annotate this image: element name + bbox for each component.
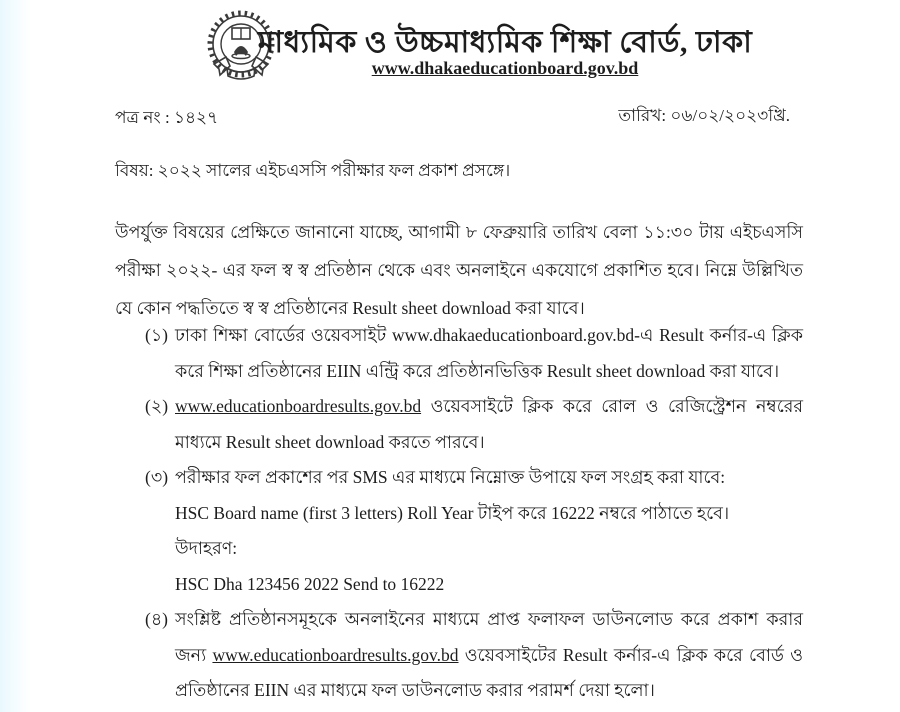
org-title: মাধ্যমিক ও উচ্চমাধ্যমিক শিক্ষা বোর্ড, ঢাকা (257, 26, 753, 59)
item-2-text: ওয়েবসাইটে ক্লিক করে রোল ও রেজিস্ট্রেশন নম্বরের মাধ্যমে Result sheet download করতে পারবে। (175, 396, 803, 452)
item-4-post-text: ওয়েবসাইটের Result কর্নার-এ ক্লিক করে বোর্ড ও প্রতিষ্ঠানের EIIN এর মাধ্যমে ফল ডাউনলোড করার পরামর্শ দেয়া হলো। (175, 644, 803, 700)
instruction-list (145, 318, 803, 709)
item-2-url: www.educationboardresults.gov.bd (175, 396, 422, 416)
letter-date: তারিখ: ০৬/০২/২০২৩খ্রি. (618, 106, 790, 125)
item-4-pre-text: সংশ্লিষ্ট প্রতিষ্ঠানসমূহকে অনলাইনের মাধ্যমে প্রাপ্ত ফলাফল ডাউনলোড করে প্রকাশ করার জন্য (175, 609, 803, 665)
subject-line: বিষয়: ২০২২ সালের এইচএসসি পরীক্ষার ফল প্রকাশ প্রসঙ্গে। (115, 161, 511, 180)
sms-format-line: HSC Board name (first 3 letters) Roll Year টাইপ করে 16222 নম্বরে পাঠাতে হবে। (175, 502, 730, 523)
item-3-number: (৩) (145, 467, 169, 487)
org-website-link: www.dhakaeducationboard.gov.bd (371, 58, 639, 78)
intro-paragraph: উপর্যুক্ত বিষয়ের প্রেক্ষিতে জানানো যাচ্ছে, আগামী ৮ ফেব্রুয়ারি তারিখ বেলা ১১:৩০ টায় এইচএসসি পরীক্ষা ২০২২- এর ফল স্ব স্ব প্রতিষ্ঠান থেকে এবং অনলাইনে একযোগে প্রকাশিত হবে। নিম্নে উল্লিখিত যে কোন পদ্ধতিতে স্ব স্ব প্রতিষ্ঠানের Result sheet download করা যাবে। (115, 222, 803, 318)
item-4-url: www.educationboardresults.gov.bd (212, 644, 459, 665)
item-2-number: (২) (145, 396, 169, 416)
sms-example-line: HSC Dha 123456 2022 Send to 16222 (175, 573, 445, 594)
item-3-text: পরীক্ষার ফল প্রকাশের পর SMS এর মাধ্যমে নিম্নোক্ত উপায়ে ফল সংগ্রহ করা যাবে: (175, 467, 726, 487)
item-1-text: ঢাকা শিক্ষা বোর্ডের ওয়েবসাইট www.dhakaeducationboard.gov.bd-এ Result কর্নার-এ ক্লিক করে শিক্ষা প্রতিষ্ঠানের EIIN এন্ট্রি করে প্রতিষ্ঠানভিত্তিক Result sheet download করা যাবে। (175, 325, 803, 381)
item-4-number: (৪) (145, 609, 169, 629)
item-1-number: (১) (145, 325, 169, 345)
letter-number: পত্র নং : ১৪২৭ (115, 108, 219, 127)
list-item-4 (145, 602, 803, 709)
list-item-1 (145, 318, 803, 389)
example-label: উদাহরণ: (175, 538, 238, 558)
list-item-3 (145, 460, 803, 496)
list-item-2 (145, 389, 803, 460)
